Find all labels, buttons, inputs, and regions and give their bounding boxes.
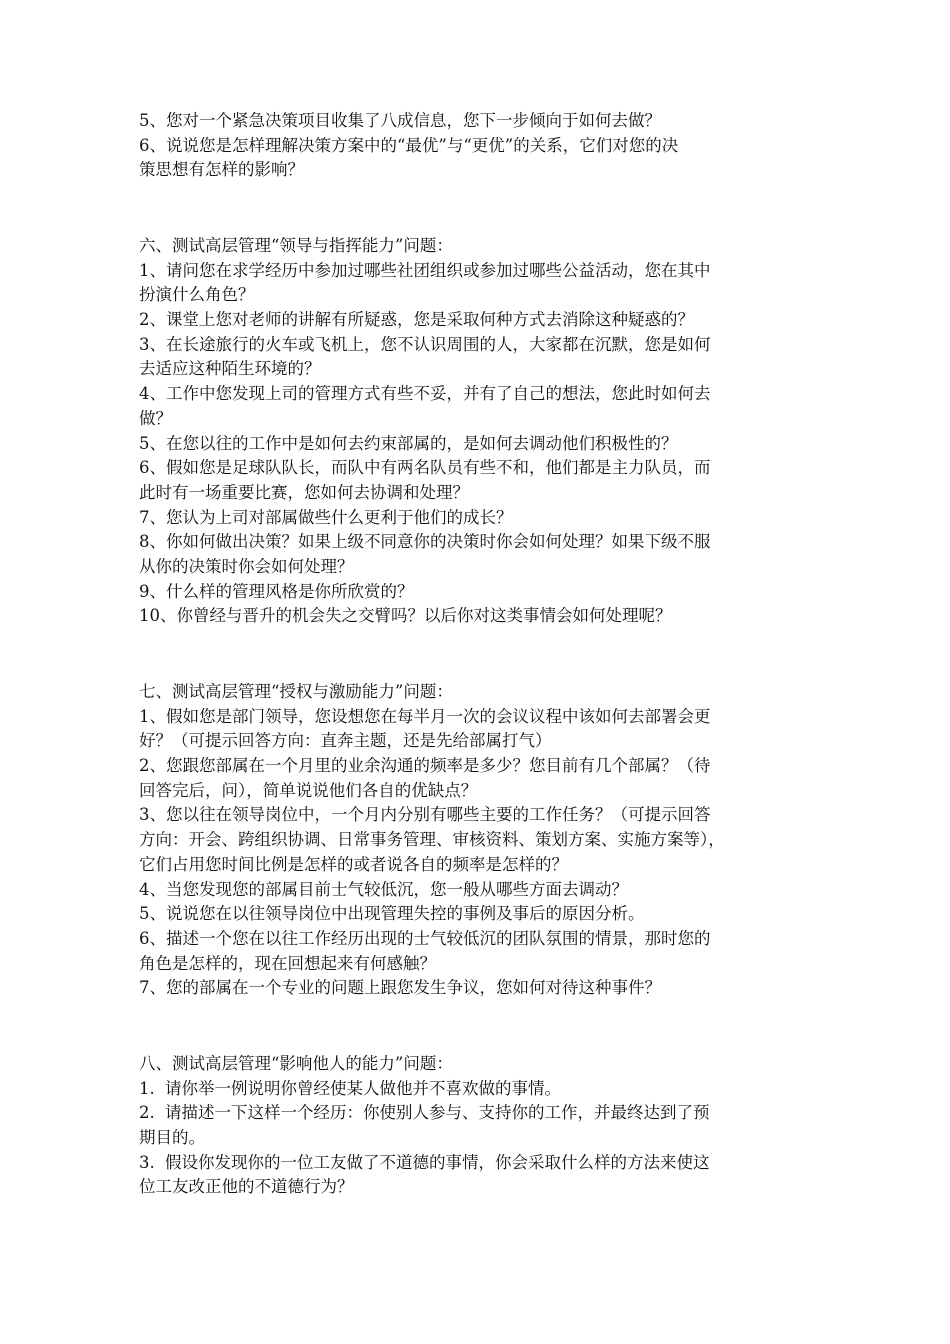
question-line: 3、您以往在领导岗位中，一个月内分别有哪些主要的工作任务？（可提示回答 (139, 805, 711, 825)
question-line: 回答完后，问），简单说说他们各自的优缺点？ (139, 780, 478, 800)
question-line: 3、在长途旅行的火车或飞机上，您不认识周围的人，大家都在沉默，您是如何 (139, 334, 711, 354)
question-line: 扮演什么角色？ (139, 285, 255, 305)
question-line: 7、您的部属在一个专业的问题上跟您发生争议，您如何对待这种事件？ (139, 978, 661, 998)
item-number: 2. (139, 1103, 155, 1123)
section-heading: 七、测试高层管理“授权与激励能力”问题： (139, 682, 453, 701)
question-line: 策思想有怎样的影响？ (139, 160, 304, 180)
section-7 (139, 680, 829, 1001)
list-item (139, 1077, 829, 1102)
section-heading: 八、测试高层管理“影响他人的能力”问题： (139, 1054, 453, 1073)
section-5-tail (139, 109, 829, 183)
question-line: 5、在您以往的工作中是如何去约束部属的，是如何去调动他们积极性的？ (139, 433, 678, 453)
question-line: 8、你如何做出决策？如果上级不同意你的决策时你会如何处理？如果下级不服 (139, 532, 711, 552)
question-line: 角色是怎样的，现在回想起来有何感触？ (139, 953, 436, 973)
question-line: 1、请问您在求学经历中参加过哪些社团组织或参加过哪些公益活动，您在其中 (139, 260, 711, 280)
question-line: 5、说说您在以往领导岗位中出现管理失控的事例及事后的原因分析。 (139, 904, 645, 924)
question-line: 做？ (139, 408, 172, 428)
question-line: 6、描述一个您在以往工作经历出现的士气较低沉的团队氛围的情景，那时您的 (139, 928, 711, 948)
section-8 (139, 1052, 829, 1200)
question-line: 6、假如您是足球队队长，而队中有两名队员有些不和，他们都是主力队员，而 (139, 458, 711, 478)
question-line: 它们占用您时间比例是怎样的或者说各自的频率是怎样的？ (139, 854, 568, 874)
list-item (139, 1101, 829, 1126)
question-line: 6、说说您是怎样理解决策方案中的“最优”与“更优”的关系，它们对您的决 (139, 135, 679, 155)
question-line: 7、您认为上司对部属做些什么更利于他们的成长？ (139, 507, 513, 527)
item-text: 请你举一例说明你曾经使某人做他并不喜欢做的事情。 (165, 1078, 561, 1098)
question-line: 5、您对一个紧急决策项目收集了八成信息，您下一步倾向于如何去做？ (139, 111, 661, 130)
section-heading: 六、测试高层管理“领导与指挥能力”问题： (139, 236, 453, 255)
question-line: 好？（可提示回答方向：直奔主题，还是先给部属打气） (139, 731, 552, 751)
question-line: 2、课堂上您对老师的讲解有所疑惑，您是采取何种方式去消除这种疑惑的？ (139, 310, 694, 330)
item-number: 3. (139, 1152, 155, 1172)
section-6 (139, 234, 829, 629)
item-text-continued: 位工友改正他的不道德行为？ (139, 1177, 354, 1197)
question-line: 2、您跟您部属在一个月里的业余沟通的频率是多少？您目前有几个部属？（待 (139, 756, 711, 776)
question-line: 4、工作中您发现上司的管理方式有些不妥，并有了自己的想法，您此时如何去 (139, 384, 711, 404)
question-line: 4、当您发现您的部属目前士气较低沉，您一般从哪些方面去调动？ (139, 879, 628, 899)
question-line: 此时有一场重要比赛，您如何去协调和处理？ (139, 482, 469, 502)
question-line: 去适应这种陌生环境的？ (139, 359, 321, 379)
question-line: 方向：开会、跨组织协调、日常事务管理、审核资料、策划方案、实施方案等）， (139, 830, 725, 850)
question-line: 10、你曾经与晋升的机会失之交臂吗？以后你对这类事情会如何处理呢？ (139, 606, 672, 626)
item-number: 1. (139, 1078, 155, 1098)
item-text: 假设你发现你的一位工友做了不道德的事情，你会采取什么样的方法来使这 (165, 1152, 710, 1172)
item-text-continued: 期目的。 (139, 1128, 205, 1148)
question-line: 从你的决策时你会如何处理？ (139, 556, 354, 576)
list-item (139, 1151, 829, 1176)
item-text: 请描述一下这样一个经历：你使别人参与、支持你的工作，并最终达到了预 (165, 1103, 710, 1123)
question-line: 1、假如您是部门领导，您设想您在每半月一次的会议议程中该如何去部署会更 (139, 706, 711, 726)
question-line: 9、什么样的管理风格是你所欣赏的？ (139, 581, 414, 601)
